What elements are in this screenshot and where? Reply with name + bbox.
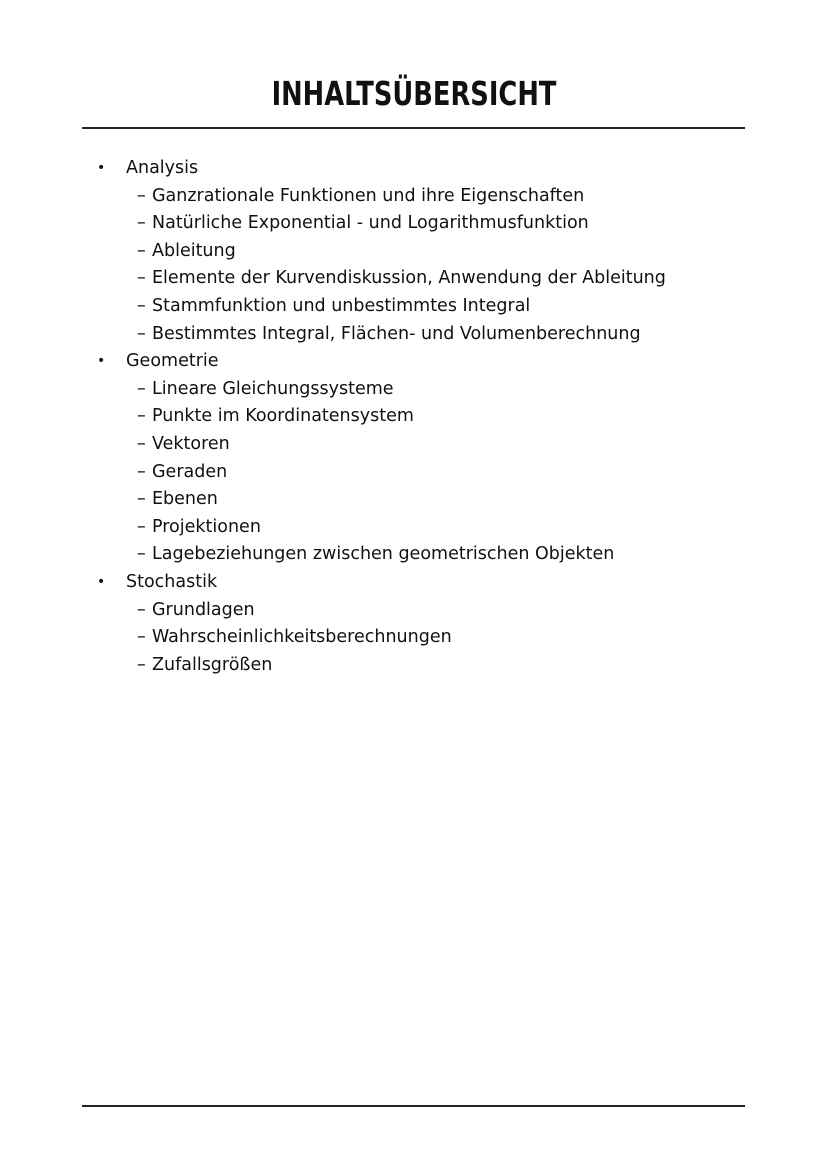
toc-section-analysis: [0, 155, 828, 348]
list-item: [0, 459, 828, 487]
subtopic-list: [0, 376, 828, 569]
dash-icon: –: [137, 213, 146, 234]
subtopic-label: Ableitung: [152, 240, 236, 261]
subtopic-label: Punkte im Koordinatensystem: [152, 406, 414, 427]
subtopic-label: Lagebeziehungen zwischen geometrischen Objekten: [152, 544, 615, 565]
subtopic-label: Vektoren: [152, 433, 230, 454]
list-item: [0, 431, 828, 459]
subtopic-label: Zufallsgrößen: [152, 654, 273, 675]
list-item: [0, 321, 828, 349]
list-item: [0, 376, 828, 404]
page-title: INHALTSÜBERSICHT: [271, 74, 557, 113]
footer-divider: [82, 1105, 745, 1107]
list-item: [0, 183, 828, 211]
section-heading-row: [0, 569, 828, 597]
section-heading: Geometrie: [126, 351, 219, 372]
subtopic-list: [0, 597, 828, 680]
section-heading: Analysis: [126, 158, 199, 178]
section-heading-row: [0, 155, 828, 183]
list-item: [0, 652, 828, 680]
table-of-contents: [0, 155, 828, 679]
subtopic-label: Lineare Gleichungssysteme: [152, 378, 394, 399]
bullet-icon: •: [97, 573, 106, 590]
dash-icon: –: [137, 323, 146, 344]
dash-icon: –: [137, 516, 146, 537]
subtopic-label: Geraden: [152, 461, 228, 482]
bullet-icon: •: [97, 353, 106, 370]
dash-icon: –: [137, 433, 146, 454]
subtopic-label: Stammfunktion und unbestimmtes Integral: [152, 295, 531, 316]
dash-icon: –: [137, 268, 146, 289]
subtopic-label: Natürliche Exponential - und Logarithmusfunktion: [152, 213, 589, 234]
list-item: [0, 624, 828, 652]
bullet-icon: •: [97, 160, 106, 176]
toc-section-geometrie: [0, 348, 828, 569]
subtopic-list: [0, 183, 828, 349]
dash-icon: –: [137, 599, 146, 620]
toc-section-stochastik: [0, 569, 828, 679]
section-heading: Stochastik: [126, 571, 218, 592]
list-item: [0, 293, 828, 321]
section-heading-row: [0, 348, 828, 376]
subtopic-label: Elemente der Kurvendiskussion, Anwendung der Ableitung: [152, 268, 666, 289]
subtopic-label: Grundlagen: [152, 599, 255, 620]
subtopic-label: Ebenen: [152, 489, 218, 510]
dash-icon: –: [137, 461, 146, 482]
dash-icon: –: [137, 627, 146, 648]
dash-icon: –: [137, 489, 146, 510]
dash-icon: –: [137, 544, 146, 565]
list-item: [0, 597, 828, 625]
list-item: [0, 403, 828, 431]
list-item: [0, 514, 828, 542]
dash-icon: –: [137, 654, 146, 675]
dash-icon: –: [137, 406, 146, 427]
title-divider: [82, 127, 745, 129]
list-item: [0, 238, 828, 266]
dash-icon: –: [137, 240, 146, 261]
list-item: [0, 486, 828, 514]
list-item: [0, 265, 828, 293]
list-item: [0, 210, 828, 238]
dash-icon: –: [137, 295, 146, 316]
list-item: [0, 541, 828, 569]
dash-icon: –: [137, 185, 146, 206]
subtopic-label: Projektionen: [152, 516, 261, 537]
subtopic-label: Wahrscheinlichkeitsberechnungen: [152, 627, 452, 648]
subtopic-label: Ganzrationale Funktionen und ihre Eigenschaften: [152, 185, 585, 206]
dash-icon: –: [137, 378, 146, 399]
subtopic-label: Bestimmtes Integral, Flächen- und Volumenberechnung: [152, 323, 641, 344]
